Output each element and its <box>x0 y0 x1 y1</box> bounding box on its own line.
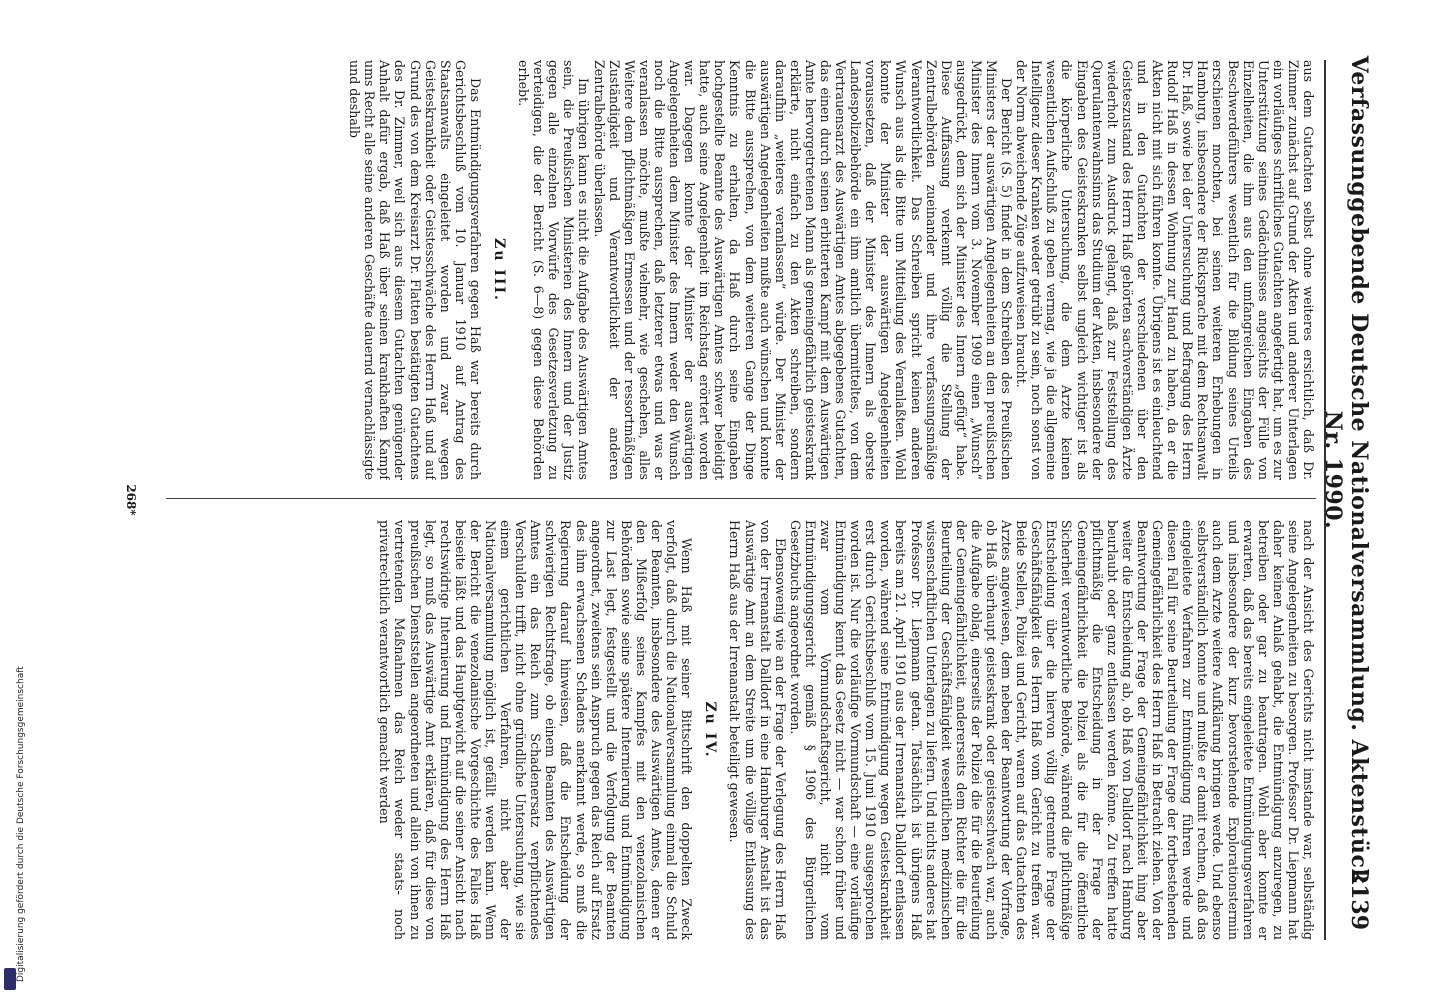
paragraph: aus dem Gutachten selbst ohne weiteres ersichtlich, daß Dr. Zimmer zunächst auf Grund der Akten und anderer Unterlagen ein vorläufiges schriftliches Gutachten angefertigt hat, um es zur Unterstützung seines Gedächtnisses angesichts der Fülle von Einzelheiten, die ihm aus den umfangreichen Eingaben des Beschwerdeführers wesentlich für die Bildung seines Urteils erschienen mochten, bei seinen weiteren Erhebungen in Hamburg, insbesondere der Rücksprache mit dem Rechtsanwalt Dr. Haß, sowie bei der Untersuchung und Befragung des Herrn Rudolf Haß in dessen Wohnung zur Hand zu haben, da er die Akten nicht mit sich führen konnte. Übrigens ist es einleuchtend und in den Gutachten der verschiedenen über den Geisteszustand des Herrn Haß gehörten sachverständigen Ärzte wiederholt zum Ausdruck gelangt, daß zur Feststellung des Querulantenwahnsinns das Studium der Akten, insbesondere der Eingaben des Geisteskranken selbst ungleich wichtiger ist als die körperliche Untersuchung, die dem Arzte keinen wesentlichen Aufschluß zu geben vermag, wie ja die allgemeine Intelligenz dieser Kranken weder getrübt zu sein, noch sonst von der Norm abweichende Züge aufzuweisen braucht. <box>1014 60 1316 480</box>
header-rule <box>1324 60 1326 940</box>
paragraph: nach der Ansicht des Gerichts nicht imstande war, selbständig seine Angelegenheiten zu besorgen. Professor Dr. Liepmann hat daher keinen Anlaß gehabt, die Entmündigung anzuregen, zu betreiben oder gar zu beantragen. Wohl aber konnte er erwarten, daß das bereits eingeleitete Entmündigungsverfahren und insbesondere der kurz bevorstehende Explorationstermin auch dem Arzte weitere Aufklärung bringen werde. Und ebenso selbstverständlich konnte und mußte er damit rechnen, daß das eingeleitete Verfahren zur Entmündigung führen werde und diesen Fall für seine Beurteilung der Frage der fortbestehenden Gemeingefährlichkeit des Herrn Haß in Betracht ziehen. Von der Beantwortung der Frage der Gemeingefährlichkeit hing aber weiter die Entscheidung ab, ob Haß von Dalldorf nach Hamburg beurlaubt oder ganz entlassen werden könne. Zu treffen hatte pflichtmäßig die Entscheidung in der Frage der Gemeingefährlichkeit die Polizei als die für die öffentliche Sicherheit verantwortliche Behörde, während die pflichtmäßige Entscheidung über die hiervon völlig getrennte Frage der Geschäftsfähigkeit des Herrn Haß vom Gericht zu treffen war. Beide Stellen, Polizei und Gericht, waren auf das Gutachten des Arztes angewiesen, dem neben der Beantwortung der Vorfrage, ob Haß überhaupt geisteskrank oder geistesschwach war, auch die Aufgabe oblag, einerseits der Polizei die für die Beurteilung der Gemeingefährlichkeit, andererseits dem Richter die für die Beurteilung der Geschäftsfähigkeit wesentlichen medizinischen wissenschaftlichen Unterlagen zu liefern. Und nichts anderes hat Professor Dr. Liepmann getan. Tatsächlich ist übrigens Haß bereits am 21. April 1910 aus der Irrenanstalt Dalldorf entlassen worden, während seine Entmündigung wegen Geisteskrankheit erst durch Gerichtsbeschluß vom 15. Juni 1910 ausgesprochen worden ist. Nur die vorläufige Vormundschaft — eine vorläufige Entmündigung kennt das Gesetz nicht — war schon früher und zwar vom Vormundschaftsgericht, nicht vom Entmündigungsgericht gemäß § 1906 des Bürgerlichen Gesetzbuchs angeordnet worden. <box>787 520 1316 940</box>
paragraph: Der Bericht (S. 5) findet in dem Schreiben des Preußischen Ministers der auswärtigen Angelegenheiten an den preußischen Minister des Innern vom 3. November 1909 einen „Wunsch“ ausgedrückt, dem sich der Minister des Innern „gefügt“ habe. Diese Auffassung verkennt völlig die Stellung der Zentralbehörden zueinander und ihre verfassungsmäßige Verantwortlichkeit. Das Schreiben spricht keinen anderen Wunsch aus als die Bitte um Mitteilung des Veranlaßten. Wohl konnte der Minister der auswärtigen Angelegenheiten voraussetzen, daß der Minister des Innern als oberste Landespolizeibehörde ein ihm amtlich übermitteltes, von dem Vertrauensarzt des Auswärtigen Amtes abgegebenes Gutachten, das einen durch seinen erbitterten Kampf mit dem Auswärtigen Amte hervorgetretenen Mann als gemeingefährlich geisteskrank erklärte, nicht einfach zu den Akten schreiben, sondern daraufhin „weiteres veranlassen“ würde. Der Minister der auswärtigen Angelegenheiten mußte auch wünschen und konnte die Bitte aussprechen, von dem weiteren Gange der Dinge Kenntnis zu erhalten, da Haß durch seine Eingaben hochgestellte Beamte des Auswärtigen Amtes schwer beleidigt hatte, auch seine Angelegenheit im Reichstag erörtert worden war. Dagegen konnte der Minister der auswärtigen Angelegenheiten dem Minister des Innern weder den Wunsch noch die Bitte aussprechen, daß letzterer etwas und was er veranlassen möchte, mußte vielmehr, wie geschehen, alles Weitere dem pflichtmäßigen Ermessen und der ressortmäßigen Zuständigkeit und Verantwortlichkeit der anderen Zentralbehörde überlassen. <box>591 60 1015 480</box>
left-column <box>161 60 1316 480</box>
paragraph: Wenn Haß mit seiner Bittschrift den doppelten Zweck verfolgt, daß durch die Nationalversammlung einmal die Schuld der Beamten, insbesondere des Auswärtigen Amtes, denen er den Mißerfolg seines Kampfes mit den venezolanischen Behörden sowie seine spätere Internierung und Entmündigung zur Last legt, festgestellt und die Verfolgung der Beamten angeordnet, zweitens sein Anspruch gegen das Reich auf Ersatz des ihm erwachsenen Schadens anerkannt werde, so muß die Regierung darauf hinweisen, daß die Entscheidung der schwierigen Rechtsfrage, ob einem Beamten des Auswärtigen Amtes ein das Reich zum Schadenersatz verpflichtendes Verschulden trifft, nicht ohne gründliche Untersuchung, wie sie einem gerichtlichen Verfahren, nicht aber der Nationalversammlung möglich ist, gefällt werden kann. Wenn der Bericht die venezolanische Vorgeschichte des Falles Haß beiseite läßt und das Hauptgewicht auf die seiner Ansicht nach rechtswidrige Internierung und Entmündigung des Herrn Haß legt, so muß das Auswärtige Amt erklären, daß für diese von preußischen Dienststellen angeordneten und allein von ihnen zu vertretenden Maßnahmen das Reich weder staats- noch privatrechtlich verantwortlich gemacht werden <box>377 520 695 940</box>
paragraph: Im übrigen kann es nicht die Aufgabe des Auswärtigen Amtes sein, die Preußischen Ministerien des Innern und der Justiz gegen alle einzelnen Vorwürfe des Gesetzesverletzung zu verteidigen, die der Bericht (S. 6—8) gegen diese Behörden erhebt. <box>516 60 592 480</box>
page-title: Verfassunggebende Deutsche Nationalversammlung. Aktenstück Nr. 1990. <box>1320 55 1372 885</box>
paragraph: Das Entmündigungsverfahren gegen Haß war bereits durch Gerichtsbeschluß vom 10. Januar 1910 auf Antrag des Staatsanwalts eingeleitet worden und zwar wegen Geisteskrankheit oder Geistesschwäche des Herrn Haß und auf Grund des von dem Kreisarzt Dr. Flatten bestätigten Gutachtens des Dr. Zimmer, weil sich aus diesem Gutachten genügender Anhalt dafür ergab, daß Haß über seinen krankhaften Kampf ums Recht alle seine anderen Geschäfte dauernd vernachlässigte und deshalb <box>347 60 483 480</box>
dfg-logo-icon <box>4 968 16 990</box>
sheet-mark: 268* <box>124 484 138 516</box>
column-divider <box>166 498 1316 499</box>
section-heading: Zu IV. <box>702 701 719 759</box>
paragraph: Ebensowenig wie an der Frage der Verlegung des Herrn Haß von der Irrenanstalt Dalldorf in eine Hamburger Anstalt ist das Auswärtige Amt an dem Streite um die völlige Entlassung des Herrn Haß aus der Irrenanstalt beteiligt gewesen. <box>727 520 788 940</box>
page-number: 2139 <box>1346 868 1372 930</box>
funding-note-text: Digitalisierung gefördert durch die Deutsche Forschungsgemeinschaft <box>16 666 26 982</box>
right-column <box>161 520 1316 940</box>
running-head <box>1320 0 1372 1000</box>
funding-note <box>4 12 24 992</box>
section-heading: Zu III. <box>491 238 508 302</box>
